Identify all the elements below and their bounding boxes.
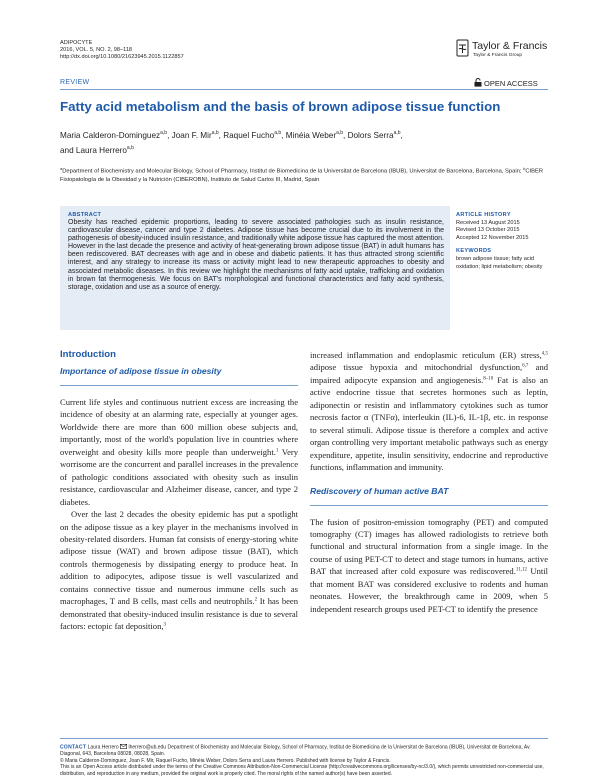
license-notice: This is an Open Access article distributed under the terms of the Creative Commons Attribution-Non-Commercial License (http://creativecommons.org/licenses/by-nc/3.0/), which permits unrestricted non-commercial use, distribution, and reproduction in any medium, provided the original work is properly cited. The moral rights of the named author(s) have been asserted. xyxy=(60,764,544,777)
contact-email-link[interactable]: lherrero@ub.edu xyxy=(128,744,167,751)
subsection-divider xyxy=(60,385,298,386)
article-history xyxy=(456,212,552,271)
keywords-heading: KEYWORDS xyxy=(456,248,492,255)
publisher-logo xyxy=(456,38,548,66)
reference-link[interactable]: 1 xyxy=(275,448,279,454)
section-label: REVIEW xyxy=(60,79,90,86)
contact-line xyxy=(60,744,548,758)
body-column-right xyxy=(310,349,548,615)
article-title: Fatty acid metabolism and the basis of brown adipose tissue function xyxy=(60,99,501,114)
reference-link[interactable]: 8–10 xyxy=(483,376,494,382)
journal-meta xyxy=(60,40,184,62)
contact-name: Laura Herrero xyxy=(87,744,119,751)
paragraph: Current life styles and continuous nutrient excess are increasing the incidence of obesity at an alarming rate, especially at younger ages. Worldwide there are more than 600 million obese subjects and, importantly, most of the world's population live in countries where overweight and obesity kills more people than underweight.$^1$ Very worrisome are the concurrent and parallel increases in the prevalence of pathologic conditions associated with obesity such as insulin resistance, cardiovascular and Alzheimer disease, cancer, and type 2 diabetes. xyxy=(60,397,299,507)
history-heading: ARTICLE HISTORY xyxy=(456,212,511,218)
affiliations: $^a$Department of Biochemistry and Molecular Biology, School of Pharmacy, Institut de Biomedicina de la Universitat de Barcelona (IBUB), Universitat de Barcelona, Barcelona, Spain; $^b$CIBER Fisiopatología de la Obesidad y la Nutrición (CIBEROBN), Instituto de Salud Carlos III, Madrid, Spain xyxy=(60,166,544,184)
reference-link[interactable]: 11,12 xyxy=(515,567,527,573)
author: Dolors Serra$^{a,b}$, xyxy=(347,130,403,140)
reference-link[interactable]: 2 xyxy=(254,597,258,603)
contact-address: Department of Biochemistry and Molecular Biology, School of Pharmacy, Institut de Biomedicina de la Universitat de Barcelona (IBUB), Universitat de Barcelona, Av. Diagonal, 643, Barcelona 08028, 08028, Spain. xyxy=(60,744,531,758)
open-access-badge xyxy=(474,78,538,88)
email-icon xyxy=(120,744,127,749)
subsection-heading: Importance of adipose tissue in obesity xyxy=(60,366,222,376)
reference-link[interactable]: 3 xyxy=(163,622,166,628)
reference-link[interactable]: 4,5 xyxy=(541,351,548,357)
open-lock-icon xyxy=(474,78,482,87)
paragraph: The fusion of positron-emission tomography (PET) and computed tomography (CT) images has allowed radiologists to retrieve both functional and structural information from a single image. In the course of using PET-CT to detect and stage tumors in humans, active BAT that increased after cold exposure was rediscovered.$^{11,12}$ Until that moment BAT was considered exclusive to rodents and human neonates. However, the breakthrough came in 2009, when 5 independent research groups used PET-CT to identify the presence xyxy=(310,516,548,614)
author: Maria Calderon-Dominguez$^{a,b}$, xyxy=(60,130,172,140)
abstract-heading: ABSTRACT xyxy=(68,212,102,218)
footer xyxy=(60,744,548,777)
publisher-group: Taylor & Francis Group xyxy=(473,53,523,58)
affiliation-a: Department of Biochemistry and Molecular Biology, School of Pharmacy, Institut de Biomedicina de la Universitat de Barcelona (IBUB), Universitat de Barcelona, Barcelona, Spain; xyxy=(62,168,522,175)
accepted-date: Accepted 12 November 2015 xyxy=(456,234,529,241)
subsection-heading: Rediscovery of human active BAT xyxy=(310,485,449,496)
footer-divider xyxy=(60,738,548,739)
author: Minéia Weber$^{a,b}$, xyxy=(285,130,348,140)
paragraph: Over the last 2 decades the obesity epidemic has put a spotlight on the adipose tissue as a key player in the mechanisms involved in obesity-related disorders. Human fat consists of energy-storing white adipose tissue (WAT) and brown adipose tissue (BAT), which controls thermogenesis by dissipating energy to produce heat. In addition to adipocytes, adipose tissue is well vascularized and contains connective tissue and numerous immune cells such as macrophages, T and B cells, mast cells and neutrophils.$^2$ It has been demonstrated that obesity-induced insulin resistance is due to several factors: ectopic fat deposition,$^3$ xyxy=(60,509,298,632)
paragraph: increased inflammation and endoplasmic reticulum (ER) stress,$^{4,5}$ adipose tissue hypoxia and mitochondrial dysfunction,$^{6,7}$ and impaired adipocyte expansion and angiogenesis.$^{8-10}$ Fat is also an active endocrine tissue that secretes hormones such as leptin, adiponectin or resistin and inflammatory cytokines such as tumor necrosis factor α (TNFα), interleukin (IL)-6, IL-1β, etc. in response to several stimuli. Adipose tissue is therefore a complex and active organ controlling very important metabolic pathways such as energy expenditure, appetite, insulin sensitivity, endocrine and reproductive functions, inflammation and immunity. xyxy=(310,350,548,473)
received-date: Received 13 August 2015 xyxy=(456,219,520,226)
author: and Laura Herrero$^{a,b}$ xyxy=(60,145,134,155)
author-list xyxy=(60,127,548,157)
journal-name: ADIPOCYTE xyxy=(60,40,93,46)
header-divider xyxy=(60,89,548,90)
contact-label: CONTACT xyxy=(60,744,87,751)
reference-link[interactable]: 6,7 xyxy=(522,363,529,369)
author: Raquel Fucho$^{a,b}$, xyxy=(223,130,286,140)
body-column-left xyxy=(60,349,298,633)
revised-date: Revised 13 October 2015 xyxy=(456,227,520,234)
section-heading-introduction: Introduction xyxy=(60,349,116,360)
journal-doi-link[interactable]: http://dx.doi.org/10.1080/21623945.2015.1122857 xyxy=(60,54,184,61)
keywords: brown adipose tissue; fatty acid oxidation; lipid metabolism; obesity xyxy=(456,255,543,270)
copyright-notice: © Maria Calderon-Dominguez, Joan F. Mir, Raquel Fucho, Minéia Weber, Dolors Serra and Laura Herrero. Published with license by Taylor & Francis. xyxy=(60,757,391,764)
author: Joan F. Mir$^{a,b}$, xyxy=(171,130,224,140)
publisher-emblem-icon xyxy=(456,39,469,57)
publisher-name: Taylor & Francis xyxy=(472,40,548,52)
abstract-text: Obesity has reached epidemic proportions, leading to severe associated pathologies such as insulin resistance, cardiovascular disease, cancer and type 2 diabetes. Adipose tissue has become crucial due to its involvement in the pathogenesis of obesity-induced insulin resistance, and traditionally white adipose tissue has captured the most attention. However in the last decade the presence and activity of heat-generating brown adipose tissue (BAT) in adult humans has been rediscovered. BAT decreases with age and in obese and diabetic patients. It has thus attracted strong scientific interest, and any strategy to increase its mass or activity might lead to new therapeutic approaches to obesity and associated metabolic diseases. In this review we highlight the mechanisms of fatty acid uptake, trafficking and oxidation in brown fat thermogenesis. We focus on BAT's morphological and functional characteristics and fatty acid synthesis, storage, oxidation and use as a source of energy. xyxy=(68,219,444,291)
open-access-label: OPEN ACCESS xyxy=(484,79,538,88)
subsection-divider xyxy=(310,505,548,506)
journal-issue: 2016, VOL. 5, NO. 2, 98–118 xyxy=(60,47,133,54)
affiliation-b: CIBER Fisiopatología de la Obesidad y la Nutrición (CIBEROBN), Instituto de Salud Carlos III, Madrid, Spain xyxy=(60,168,544,184)
